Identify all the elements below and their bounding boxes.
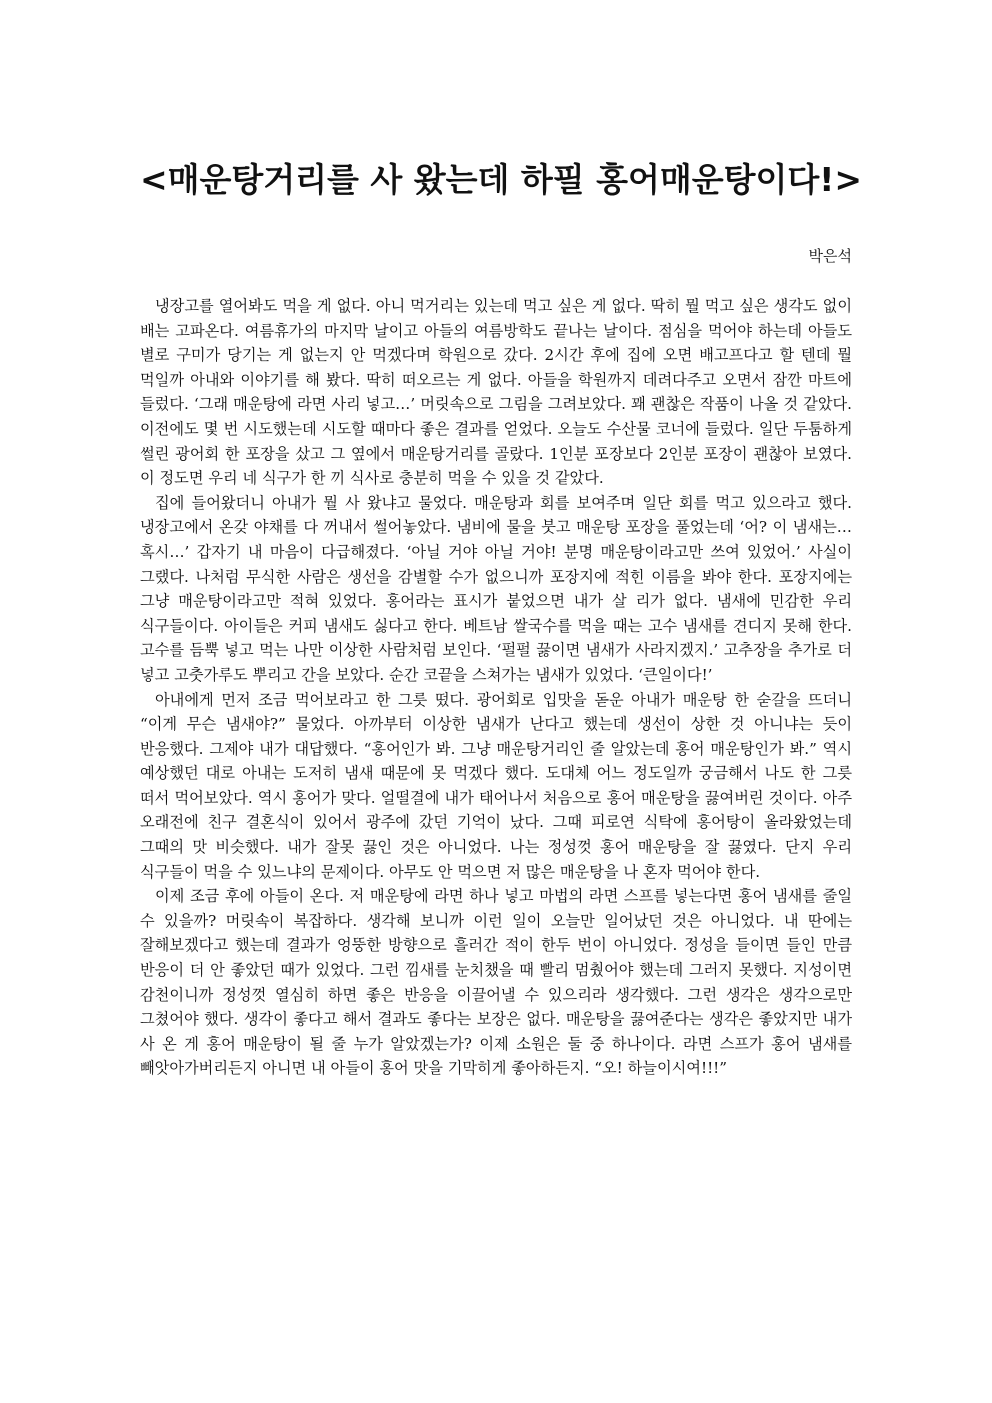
paragraph: 냉장고를 열어봐도 먹을 게 없다. 아니 먹거리는 있는데 먹고 싶은 게 없다. 딱히 뭘 먹고 싶은 생각도 없이 배는 고파온다. 여름휴가의 마지막 날이고 아들의 여름방학도 끝나는 날이다. 점심을 먹어야 하는데 아들도 별로 구미가 당기는 게 없는지 안 먹겠다며 학원으로 갔다. 2시간 후에 집에 오면 배고프다고 할 텐데 뭘 먹일까 아내와 이야기를 해 봤다. 딱히 떠오르는 게 없다. 아들을 학원까지 데려다주고 오면서 잠깐 마트에 들렀다. ‘그래 매운탕에 라면 사리 넣고…’ 머릿속으로 그림을 그려보았다. 꽤 괜찮은 작품이 나올 것 같았다. 이전에도 몇 번 시도했는데 시도할 때마다 좋은 결과를 얻었다. 오늘도 수산물 코너에 들렀다. 일단 두툼하게 썰린 광어회 한 포장을 샀고 그 옆에서 매운탕거리를 골랐다. 1인분 포장보다 2인분 포장이 괜찮아 보였다. 이 정도면 우리 네 식구가 한 끼 식사로 충분히 먹을 수 있을 것 같았다. [140, 297, 852, 488]
paragraph: 집에 들어왔더니 아내가 뭘 사 왔냐고 물었다. 매운탕과 회를 보여주며 일단 회를 먹고 있으라고 했다. 냉장고에서 온갖 야채를 다 꺼내서 썰어놓았다. 냄비에 물을 붓고 매운탕 포장을 풀었는데 ‘어? 이 냄새는… 혹시…’ 갑자기 내 마음이 다급해졌다. ‘아닐 거야 아닐 거야! 분명 매운탕이라고만 쓰여 있었어.’ 사실이 그랬다. 나처럼 무식한 사람은 생선을 감별할 수가 없으니까 포장지에 적힌 이름을 봐야 한다. 포장지에는 그냥 매운탕이라고만 적혀 있었다. 홍어라는 표시가 붙었으면 내가 살 리가 없다. 냄새에 민감한 우리 식구들이다. 아이들은 커피 냄새도 싫다고 한다. 베트남 쌀국수를 먹을 때는 고수 냄새를 견디지 못해 한다. 고수를 듬뿍 넣고 먹는 나만 이상한 사람처럼 보인다. ‘펄펄 끓이면 냄새가 사라지겠지.’ 고추장을 추가로 더 넣고 고춧가루도 뿌리고 간을 보았다. 순간 코끝을 스쳐가는 냄새가 있었다. ‘큰일이다!’ [140, 493, 852, 684]
document-page [140, 158, 862, 1078]
document-title: <매운탕거리를 사 왔는데 하필 홍어매운탕이다!> [140, 160, 862, 199]
paragraph: 아내에게 먼저 조금 먹어보라고 한 그릇 떴다. 광어회로 입맛을 돋운 아내가 매운탕 한 숟갈을 뜨더니 “이게 무슨 냄새야?” 물었다. 아까부터 이상한 냄새가 난다고 했는데 생선이 상한 것 아니냐는 듯이 반응했다. 그제야 내가 대답했다. “홍어인가 봐. 그냥 매운탕거리인 줄 알았는데 홍어 매운탕인가 봐.” 역시 예상했던 대로 아내는 도저히 냄새 때문에 못 먹겠다 했다. 도대체 어느 정도일까 궁금해서 나도 한 그릇 떠서 먹어보았다. 역시 홍어가 맞다. 얼떨결에 내가 태어나서 처음으로 홍어 매운탕을 끓여버린 것이다. 아주 오래전에 친구 결혼식이 있어서 광주에 갔던 기억이 났다. 그때 피로연 식탁에 홍어탕이 올라왔었는데 그때의 맛 비슷했다. 내가 잘못 끓인 것은 아니었다. 나는 정성껏 홍어 매운탕을 잘 끓였다. 단지 우리 식구들이 먹을 수 있느냐의 문제이다. 아무도 안 먹으면 저 많은 매운탕을 나 혼자 먹어야 한다. [140, 690, 852, 881]
document-body [140, 294, 852, 1081]
paragraph: 이제 조금 후에 아들이 온다. 저 매운탕에 라면 하나 넣고 마법의 라면 스프를 넣는다면 홍어 냄새를 줄일 수 있을까? 머릿속이 복잡하다. 생각해 보니까 이런 일이 오늘만 일어났던 것은 아니었다. 내 딴에는 잘해보겠다고 했는데 결과가 엉뚱한 방향으로 흘러간 적이 한두 번이 아니었다. 정성을 들이면 들인 만큼 반응이 더 안 좋았던 때가 있었다. 그런 낌새를 눈치챘을 때 빨리 멈췄어야 했는데 그러지 못했다. 지성이면 감천이니까 정성껏 열심히 하면 좋은 반응을 이끌어낼 수 있으리라 생각했다. 그런 생각은 생각으로만 그쳤어야 했다. 생각이 좋다고 해서 결과도 좋다는 보장은 없다. 매운탕을 끓여준다는 생각은 좋았지만 내가 사 온 게 홍어 매운탕이 될 줄 누가 알았겠는가? 이제 소원은 둘 중 하나이다. 라면 스프가 홍어 냄새를 빼앗아가버리든지 아니면 내 아들이 홍어 맛을 기막히게 좋아하든지. “오! 하늘이시여!!!” [140, 887, 852, 1078]
author-name: 박은석 [808, 247, 852, 265]
